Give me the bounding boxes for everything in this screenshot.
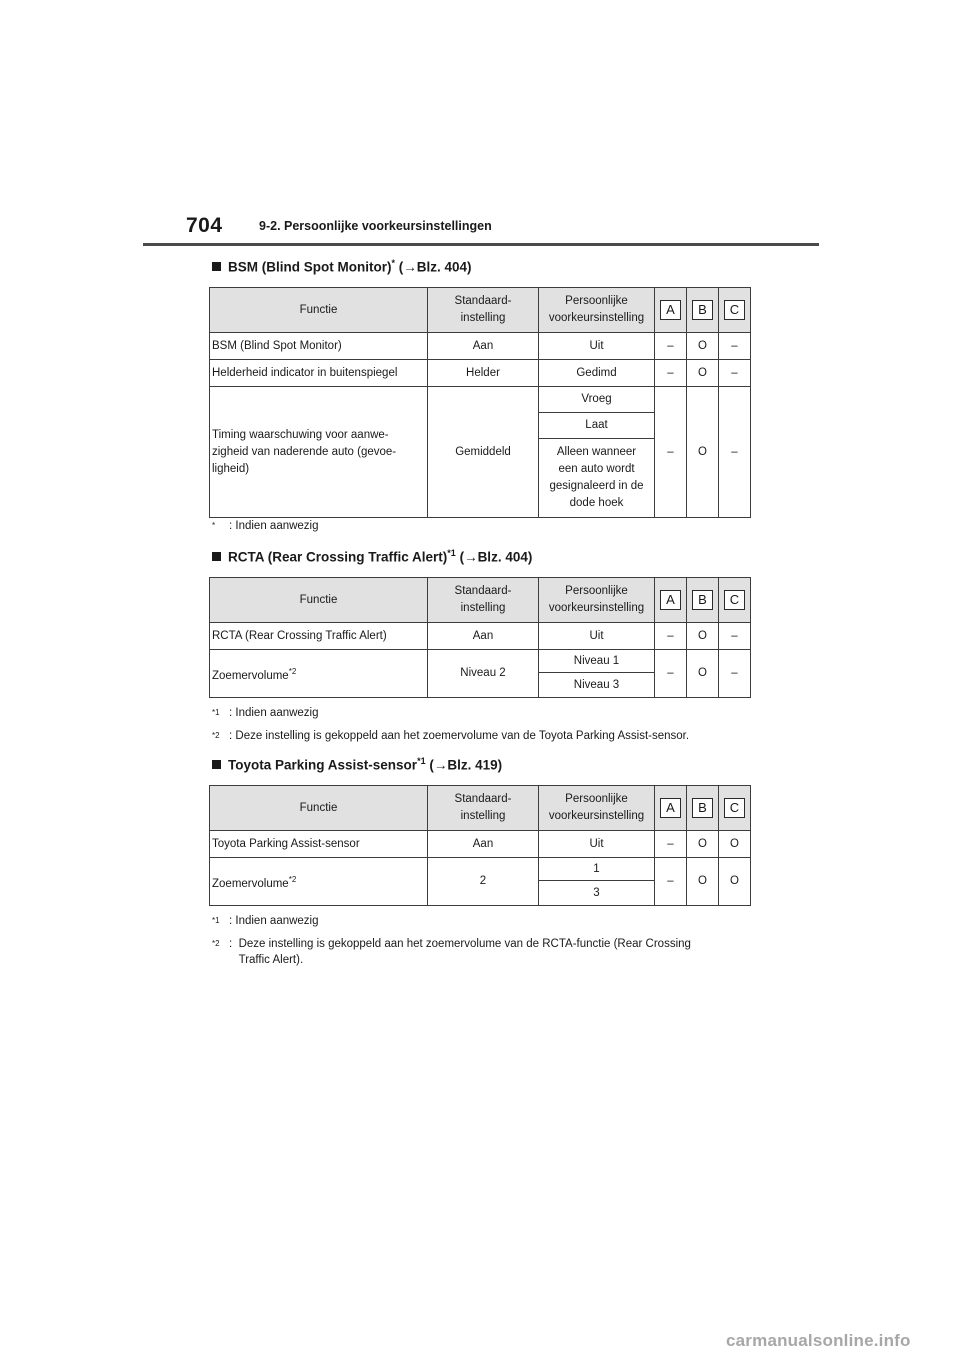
cell-c: O xyxy=(719,831,751,858)
footnote-text: : Indien aanwezig xyxy=(229,520,319,532)
heading-bullet xyxy=(212,552,221,561)
table-header-row xyxy=(210,578,751,623)
cell-personal: Gedimd xyxy=(539,360,655,387)
cell-c: O xyxy=(719,858,751,906)
footnote-text: : Indien aanwezig xyxy=(229,707,319,719)
footnote-mark: *1 xyxy=(212,708,220,717)
column-header-b xyxy=(687,786,719,831)
cell-function: Timing waarschuwing voor aanwe- zigheid van naderende auto (gevoe- ligheid) xyxy=(210,387,428,518)
cell-personal-option: Niveau 3 xyxy=(539,673,655,698)
cell-a: – xyxy=(655,650,687,698)
cell-personal-option: Niveau 1 xyxy=(539,650,655,673)
cell-function: RCTA (Rear Crossing Traffic Alert) xyxy=(210,623,428,650)
section-heading-parking-assist: Toyota Parking Assist-sensor$^{*1}$ (→Blz. 419) xyxy=(212,756,502,773)
cell-b: O xyxy=(687,333,719,360)
page-reference[interactable]: Blz. 419) xyxy=(447,757,503,773)
table-row xyxy=(210,387,751,413)
letter-b-icon: B xyxy=(692,798,713,818)
table-header-row xyxy=(210,288,751,333)
heading-bullet xyxy=(212,760,221,769)
table-header-row xyxy=(210,786,751,831)
letter-c-icon: C xyxy=(724,798,745,818)
cell-default: Aan xyxy=(428,333,539,360)
footnote xyxy=(212,728,689,748)
watermark: carmanualsonline.info xyxy=(726,1331,911,1350)
cell-personal-option: 3 xyxy=(539,881,655,906)
page-reference[interactable]: Blz. 404) xyxy=(416,259,472,275)
cell-b: O xyxy=(687,858,719,906)
cell-c: – xyxy=(719,650,751,698)
footnote-text: : Deze instelling is gekoppeld aan het zoemervolume van de RCTA-functie (Rear Crossing Traffic Alert). xyxy=(229,938,691,966)
column-header-a xyxy=(655,786,687,831)
cell-default: Helder xyxy=(428,360,539,387)
column-header-personal: Persoonlijke voorkeursinstelling xyxy=(539,288,655,333)
arrow-right-icon: → xyxy=(433,757,448,773)
column-header-default: Standaard- instelling xyxy=(428,786,539,831)
footnote-mark: *2 xyxy=(288,666,297,676)
table-row xyxy=(210,360,751,387)
letter-c-icon: C xyxy=(724,590,745,610)
settings-table-rcta xyxy=(209,577,751,698)
cell-a: – xyxy=(655,333,687,360)
cell-function: Toyota Parking Assist-sensor xyxy=(210,831,428,858)
cell-a: – xyxy=(655,831,687,858)
cell-function xyxy=(210,650,428,698)
table-row xyxy=(210,831,751,858)
footnote xyxy=(212,936,691,968)
column-header-default: Standaard- instelling xyxy=(428,288,539,333)
column-header-default: Standaard- instelling xyxy=(428,578,539,623)
cell-personal: Uit xyxy=(539,623,655,650)
heading-text: BSM (Blind Spot Monitor) xyxy=(228,259,392,275)
cell-default: Aan xyxy=(428,831,539,858)
column-header-a xyxy=(655,288,687,333)
cell-c: – xyxy=(719,360,751,387)
arrow-right-icon: → xyxy=(464,549,478,565)
heading-bullet xyxy=(212,262,221,271)
footnote-text: : Deze instelling is gekoppeld aan het zoemervolume van de Toyota Parking Assist-sensor. xyxy=(229,730,690,742)
footnote xyxy=(212,705,319,725)
cell-function-text: Zoemervolume xyxy=(212,877,289,890)
letter-b-icon: B xyxy=(692,300,713,320)
heading-footnote-mark: *1 xyxy=(417,756,426,766)
column-header-c xyxy=(719,578,751,623)
cell-a: – xyxy=(655,387,687,518)
page-reference[interactable]: Blz. 404) xyxy=(477,549,533,565)
cell-default: 2 xyxy=(428,858,539,906)
column-header-b xyxy=(687,288,719,333)
header-divider xyxy=(143,243,819,246)
table-row xyxy=(210,858,751,881)
footnote-mark: *2 xyxy=(288,874,297,884)
table-row xyxy=(210,333,751,360)
cell-personal-option: Vroeg xyxy=(539,387,655,413)
footnote-mark: * xyxy=(212,521,216,530)
column-header-personal: Persoonlijke voorkeursinstelling xyxy=(539,578,655,623)
column-header-function: Functie xyxy=(210,578,428,623)
letter-a-icon: A xyxy=(660,590,681,610)
cell-personal-option: Laat xyxy=(539,413,655,439)
cell-function xyxy=(210,858,428,906)
column-header-b xyxy=(687,578,719,623)
settings-table-parking-assist xyxy=(209,785,751,906)
cell-b: O xyxy=(687,360,719,387)
cell-a: – xyxy=(655,360,687,387)
cell-personal-option: 1 xyxy=(539,858,655,881)
table-row xyxy=(210,650,751,673)
section-heading-bsm: BSM (Blind Spot Monitor)* (→Blz. 404) xyxy=(212,258,472,275)
cell-a: – xyxy=(655,858,687,906)
column-header-a xyxy=(655,578,687,623)
footnote xyxy=(212,518,319,538)
cell-b: O xyxy=(687,387,719,518)
page-number: 704 xyxy=(186,214,223,237)
chapter-title: 9-2. Persoonlijke voorkeursinstellingen xyxy=(259,219,492,233)
letter-a-icon: A xyxy=(660,300,681,320)
letter-c-icon: C xyxy=(724,300,745,320)
section-heading-rcta: RCTA (Rear Crossing Traffic Alert)$^{*1}$ (→Blz. 404) xyxy=(212,548,532,565)
cell-personal: Uit xyxy=(539,831,655,858)
cell-function-text: Zoemervolume xyxy=(212,669,289,682)
cell-b: O xyxy=(687,831,719,858)
cell-function: BSM (Blind Spot Monitor) xyxy=(210,333,428,360)
cell-c: – xyxy=(719,333,751,360)
arrow-right-icon: → xyxy=(403,259,417,275)
heading-footnote-mark: *1 xyxy=(447,548,456,558)
column-header-c xyxy=(719,786,751,831)
cell-c: – xyxy=(719,387,751,518)
heading-footnote-mark: * xyxy=(391,258,395,268)
table-row xyxy=(210,623,751,650)
cell-function: Helderheid indicator in buitenspiegel xyxy=(210,360,428,387)
cell-personal: Uit xyxy=(539,333,655,360)
letter-b-icon: B xyxy=(692,590,713,610)
cell-b: O xyxy=(687,650,719,698)
settings-table-bsm xyxy=(209,287,751,518)
heading-text: Toyota Parking Assist-sensor xyxy=(228,757,418,773)
letter-a-icon: A xyxy=(660,798,681,818)
cell-default: Aan xyxy=(428,623,539,650)
cell-default: Gemiddeld xyxy=(428,387,539,518)
footnote-mark: *2 xyxy=(212,731,220,740)
column-header-function: Functie xyxy=(210,288,428,333)
heading-text: RCTA (Rear Crossing Traffic Alert) xyxy=(228,549,448,565)
cell-default: Niveau 2 xyxy=(428,650,539,698)
column-header-personal: Persoonlijke voorkeursinstelling xyxy=(539,786,655,831)
column-header-c xyxy=(719,288,751,333)
footnote xyxy=(212,913,319,933)
cell-a: – xyxy=(655,623,687,650)
footnote-text: : Indien aanwezig xyxy=(229,915,319,927)
column-header-function: Functie xyxy=(210,786,428,831)
cell-personal-option: Alleen wanneer een auto wordt gesignaleerd in de dode hoek xyxy=(539,439,655,518)
footnote-mark: *2 xyxy=(212,939,220,948)
cell-b: O xyxy=(687,623,719,650)
cell-c: – xyxy=(719,623,751,650)
footnote-mark: *1 xyxy=(212,916,220,925)
